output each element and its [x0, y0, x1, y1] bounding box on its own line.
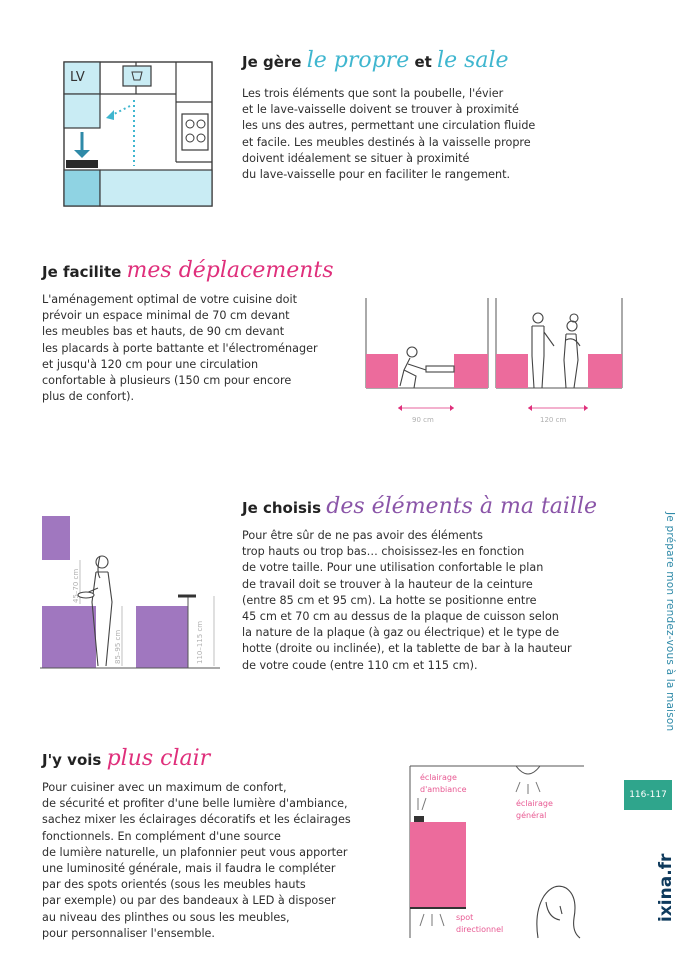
section-title-propre — [242, 48, 509, 73]
title-prefix: Je gère — [242, 53, 302, 71]
label-eclairage-general: éclairage général — [516, 799, 553, 820]
dimension-90: 90 cm — [412, 416, 434, 424]
section-body-taille: Pour être sûr de ne pas avoir des éléments trop hauts ou trop bas… choisissez-les en fonction de votre taille. Pour une utilisation confortable le plan de travail doit se trouver à la hauteur de la ceinture (entre 85 cm et 95 cm). La hotte se positionne entre 45 cm et 70 cm au dessus de la plaque de cuisson selon la nature de la plaque (à gaz ou électrique) et le type de hotte (droite ou inclinée), et la tablette de bar à la hauteur de votre coude (entre 110 cm et 115 cm). — [242, 529, 572, 672]
dimension-120: 120 cm — [540, 416, 567, 424]
label-spot-directionnel: spot directionnel — [456, 913, 504, 934]
circulation-diagram — [360, 296, 630, 426]
section-body-deplacements: L'aménagement optimal de votre cuisine doit prévoir un espace minimal de 70 cm devant les meubles bas et hauts, de 90 cm devant les placards à porte battante et l'électroménager et jusqu'à 120 cm pour une circulation confortable à plusieurs (150 cm pour encore plus de confort). — [42, 293, 318, 404]
title-prefix: Je choisis — [242, 499, 321, 517]
woman-portrait-icon — [537, 886, 580, 938]
crouching-person-icon — [400, 347, 454, 388]
title-highlight: plus clair — [106, 746, 211, 771]
page-numbers: 116-117 — [629, 790, 667, 800]
title-highlight-1: le propre — [306, 48, 410, 73]
dimension-plan: 85–95 cm — [114, 629, 122, 664]
title-highlight: mes déplacements — [126, 258, 334, 283]
dimension-bar: 110–115 cm — [196, 620, 204, 664]
label-eclairage-ambiance: éclairage d'ambiance — [420, 773, 467, 794]
title-highlight: des éléments à ma taille — [326, 494, 598, 519]
page-number-badge — [624, 780, 672, 810]
title-connector: et — [414, 53, 432, 71]
lv-label: LV — [70, 70, 85, 85]
adults-with-child-icon — [532, 313, 580, 388]
section-body-propre: Les trois éléments que sont la poubelle, l'évier et le lave-vaisselle doivent se trouver à proximité les uns des autres, permettant une circulation fluide et facile. Les meubles destinés à la vaisselle propre doivent idéalement se situer à proximité du lave-vaisselle pour en faciliter le rangement. — [242, 87, 536, 182]
ixina-logo: ixina.fr — [656, 853, 676, 922]
title-prefix: J'y vois — [42, 751, 102, 769]
sidebar-running-title: Je prépare mon rendez-vous à la maison — [664, 512, 676, 732]
section-title-deplacements — [42, 258, 334, 283]
dimension-hotte: 45–70 cm — [72, 568, 80, 603]
title-highlight-2: le sale — [437, 48, 509, 73]
section-title-clair — [42, 746, 210, 771]
title-prefix: Je facilite — [42, 263, 122, 281]
section-body-clair: Pour cuisiner avec un maximum de confort, de sécurité et profiter d'une belle lumière d'ambiance, sachez mixer les éclairages décoratifs et les éclairages fonctionnels. En complément d'une source de lumière naturelle, un plafonnier peut vous apporter une luminosité générale, mais il faudra le compléter par des spots orientés (sous les meubles hauts par exemple) ou par des bandeaux à LED à disposer au niveau des plinthes ou sous les meubles, pour personnaliser l'ensemble. — [42, 781, 351, 940]
section-title-taille — [242, 494, 597, 519]
